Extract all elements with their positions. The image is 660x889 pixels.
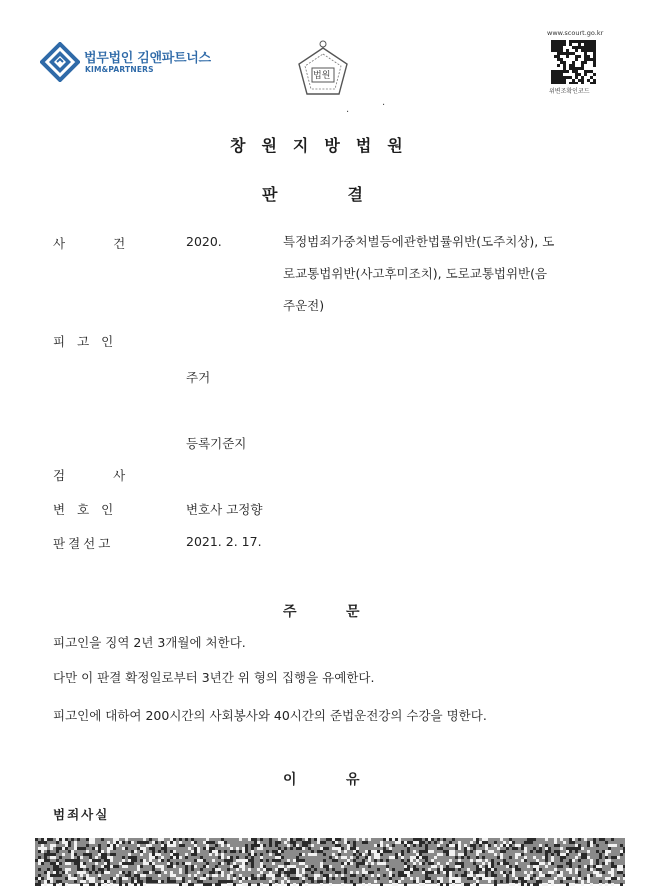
verdict-date-label: 판결선고 [53,536,114,551]
order-line: 다만 이 판결 확정일로부터 3년간 위 형의 집행을 유예한다. [53,670,375,685]
qr-code [551,40,596,84]
case-charges [283,226,593,322]
case-charge-line: 특정범죄가중처벌등에관한법률위반(도주치상), 도 [283,234,555,249]
seal-label: 법원 [313,71,331,81]
firm-emblem-icon [40,42,80,82]
prosecutor-label: 검사 [53,468,174,483]
defendant-label: 피고인 [53,334,126,349]
order-heading-right: 문 [346,604,360,620]
order-line: 피고인을 징역 2년 3개월에 처한다. [53,635,246,650]
firm-logo [40,42,240,82]
document-title-right: 결 [347,185,363,204]
case-charge-line: 로교통법위반(사고후미조치), 도로교통법위반(음 [283,266,548,281]
qr-caption: 위변조확인코드 [549,88,590,95]
facts-label: 범죄사실 [53,807,110,822]
address-label: 주거 [186,370,211,385]
qr-code-icon [551,40,596,84]
scan-speck: . [346,104,350,115]
scan-speck: · [382,100,386,111]
verdict-date: 2021. 2. 17. [186,534,262,549]
document-title-left: 판 [262,185,278,204]
court-seal [293,38,353,106]
case-number: 2020. [186,234,222,249]
case-label: 사건 [53,236,174,251]
firm-name: 법무법인 김앤파트너스 [84,51,211,66]
document-title [262,182,363,205]
order-heading-left: 주 [283,604,297,620]
case-charge-line: 주운전) [283,298,325,313]
reason-heading-right: 유 [346,772,360,788]
redacted-area [35,838,625,889]
reason-heading-left: 이 [283,772,297,788]
counsel-name: 변호사 고정향 [186,502,263,517]
court-name: 창원지방법원 [230,136,419,155]
order-line: 피고인에 대하여 200시간의 사회봉사와 40시간의 준법운전강의 수강을 명한다. [53,708,487,723]
counsel-label: 변호인 [53,502,126,517]
verification-url: www.scourt.go.kr [547,29,604,37]
registered-domicile-label: 등록기준지 [186,436,247,451]
firm-subtitle: KIM&PARTNERS [85,65,154,74]
